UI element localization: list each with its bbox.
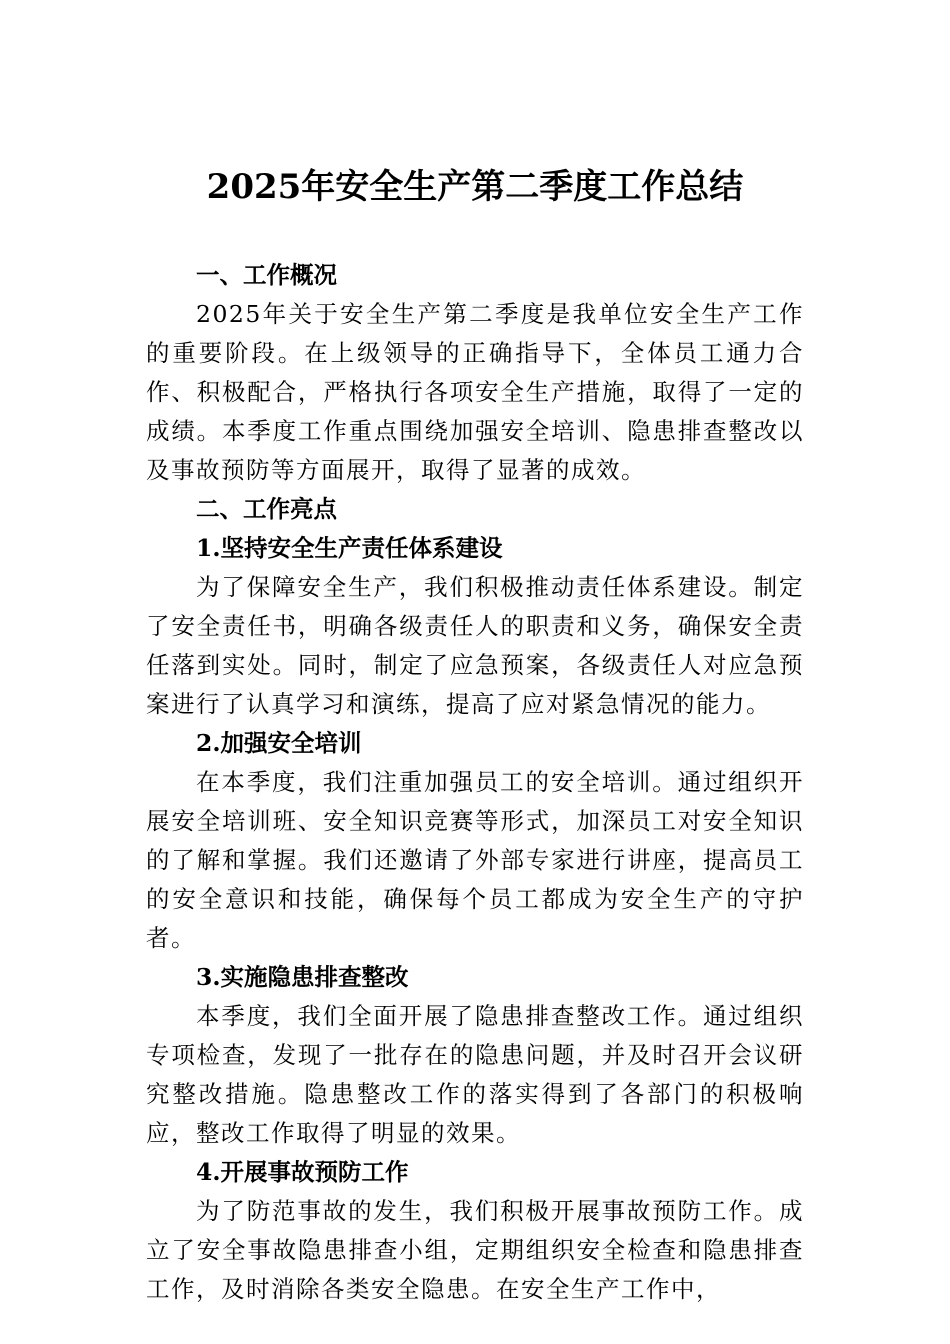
document-title: 2025年安全生产第二季度工作总结	[206, 167, 744, 207]
section-heading-highlights: 二、工作亮点	[196, 495, 337, 523]
paragraph-responsibility-system: 为了保障安全生产，我们积极推动责任体系建设。制定了安全责任书，明确各级责任人的职责和义务，确保安全责任落到实处。同时，制定了应急预案，各级责任人对应急预案进行了认真学习和演练，提高了应对紧急情况的能力。	[146, 573, 804, 718]
subheading-responsibility-system: 1.坚持安全生产责任体系建设	[196, 534, 503, 562]
subheading-hazard-rectification: 3.实施隐患排查整改	[196, 963, 409, 991]
paragraph-accident-prevention: 为了防范事故的发生，我们积极开展事故预防工作。成立了安全事故隐患排查小组，定期组织安全检查和隐患排查工作，及时消除各类安全隐患。在安全生产工作中，	[146, 1197, 804, 1303]
subheading-safety-training: 2.加强安全培训	[196, 729, 362, 757]
paragraph-hazard-rectification: 本季度，我们全面开展了隐患排查整改工作。通过组织专项检查，发现了一批存在的隐患问题，并及时召开会议研究整改措施。隐患整改工作的落实得到了各部门的积极响应，整改工作取得了明显的效果。	[146, 1002, 804, 1147]
paragraph-safety-training: 在本季度，我们注重加强员工的安全培训。通过组织开展安全培训班、安全知识竞赛等形式，加深员工对安全知识的了解和掌握。我们还邀请了外部专家进行讲座，提高员工的安全意识和技能，确保每个员工都成为安全生产的守护者。	[146, 768, 804, 952]
document-body	[146, 256, 804, 1309]
subheading-accident-prevention: 4.开展事故预防工作	[196, 1158, 409, 1186]
section-heading-overview: 一、工作概况	[196, 261, 337, 289]
paragraph-overview: 2025年关于安全生产第二季度是我单位安全生产工作的重要阶段。在上级领导的正确指导下，全体员工通力合作、积极配合，严格执行各项安全生产措施，取得了一定的成绩。本季度工作重点围绕加强安全培训、隐患排查整改以及事故预防等方面展开，取得了显著的成效。	[146, 300, 804, 484]
